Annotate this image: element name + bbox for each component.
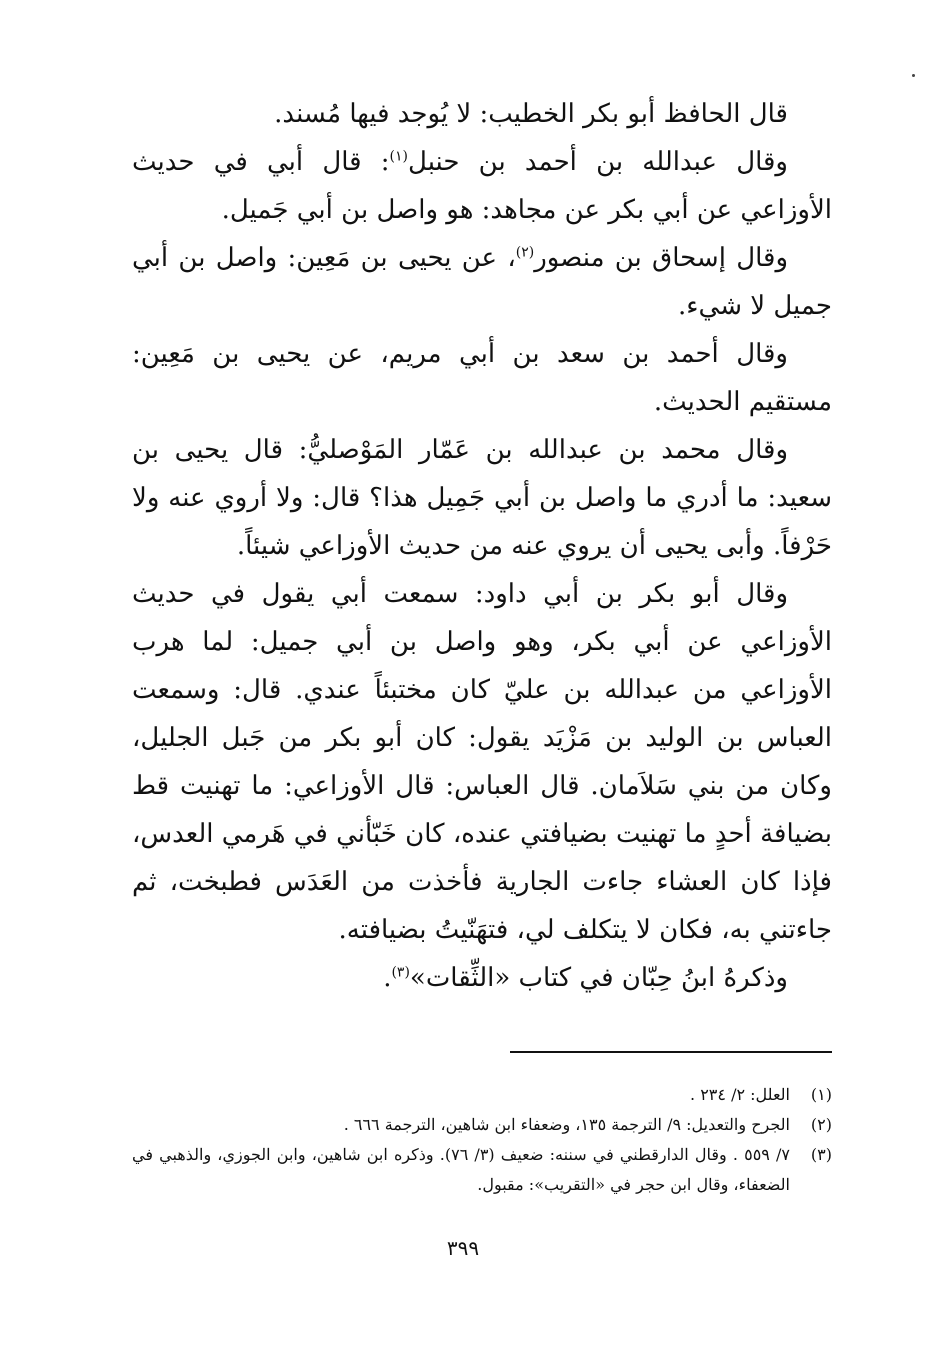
footnote-reference[interactable]: (٢) xyxy=(515,244,535,261)
paragraph-text: وقال إسحاق بن منصور xyxy=(534,243,789,273)
page-number: ٣٩٩ xyxy=(446,1236,480,1260)
paragraph xyxy=(132,330,832,426)
paragraph xyxy=(132,234,832,330)
footnotes xyxy=(132,1080,832,1200)
paragraph xyxy=(132,90,832,138)
main-text xyxy=(132,90,832,1002)
margin-dot xyxy=(912,74,915,77)
footnote xyxy=(132,1140,832,1200)
paragraph-text: وقال أبو بكر بن أبي داود: سمعت أبي يقول في حديث الأوزاعي عن أبي بكر، وهو واصل بن أبي جميل: لما هرب الأوزاعي من عبدالله بن عليّ كان مختبئاً عندي. قال: وسمعت العباس بن الوليد بن مَزْيَد يقول: كان أبو بكر من جَبل الجليل، وكان من بني سَلاَمان. قال العباس: قال الأوزاعي: ما تهنيت قط بضيافة أحدٍ ما تهنيت بضيافتي عنده، كان خَبّأني في هَرمي العدس، فإذا كان العشاء جاءت الجارية فأخذت من العَدَس فطبخت، ثم جاءتني به، فكان لا يتكلف لي، فتهَنّيتُ بضيافته. xyxy=(132,579,832,945)
paragraph-text: قال الحافظ أبو بكر الخطيب: لا يُوجد فيها مُسند. xyxy=(274,99,788,129)
footnote-text: العلل: ٢/ ٢٣٤ . xyxy=(690,1085,790,1104)
footnote-divider xyxy=(510,1051,832,1053)
paragraph xyxy=(132,954,832,1002)
paragraph xyxy=(132,138,832,234)
footnote-number: (٢) xyxy=(810,1115,832,1134)
footnote-reference[interactable]: (١) xyxy=(389,148,408,165)
footnote xyxy=(132,1080,832,1110)
paragraph-text: وقال أحمد بن سعد بن أبي مريم، عن يحيى بن مَعِين: مستقيم الحديث. xyxy=(132,339,832,417)
paragraph-text: : قال أبي في حديث الأوزاعي عن أبي بكر عن مجاهد: هو واصل بن أبي جَميل. xyxy=(132,147,832,225)
footnote-number: (٣) xyxy=(810,1145,832,1164)
paragraph-text: وذكرهُ ابنُ حِبّان في كتاب «الثِّقات» xyxy=(409,963,788,993)
paragraph xyxy=(132,426,832,570)
footnote-text: ٧/ ٥٥٩ . وقال الدارقطني في سننه: ضعيف (٣/ ٧٦). وذكره ابن شاهين، وابن الجوزي، والذهبي في الضعفاء، وقال ابن حجر في «التقريب»: مقبول. xyxy=(132,1145,790,1194)
paragraph xyxy=(132,570,832,954)
paragraph-text: ، عن يحيى بن مَعِين: واصل بن أبي جميل لا شيء. xyxy=(132,243,832,321)
footnote-number: (١) xyxy=(810,1085,832,1104)
footnote-text: الجرح والتعديل: ٩/ الترجمة ١٣٥، وضعفاء ابن شاهين، الترجمة ٦٦٦ . xyxy=(343,1115,790,1134)
paragraph-text: . xyxy=(383,963,392,993)
footnote xyxy=(132,1110,832,1140)
paragraph-text: وقال عبدالله بن أحمد بن حنبل xyxy=(408,147,788,177)
paragraph-text: وقال محمد بن عبدالله بن عَمّار المَوْصليُّ: قال يحيى بن سعيد: ما أدري ما واصل بن أبي جَمِيل هذا؟ قال: ولا أروي عنه ولا حَرْفاً. وأبى يحيى أن يروي عنه من حديث الأوزاعي شيئاً. xyxy=(132,435,832,561)
footnote-reference[interactable]: (٣) xyxy=(391,964,410,981)
